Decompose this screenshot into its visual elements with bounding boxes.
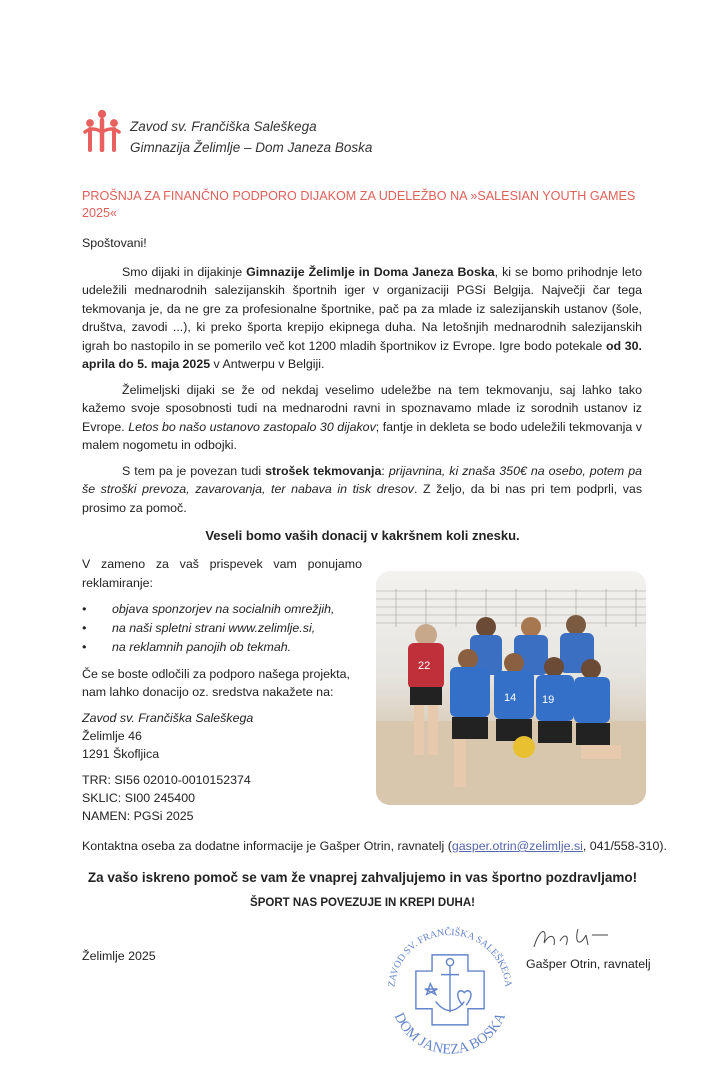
address-name: Zavod sv. Frančiška Saleškega xyxy=(82,711,254,725)
letter-footer xyxy=(82,919,725,1059)
list-item: • na reklamnih panojih ob tekmah. xyxy=(82,638,362,657)
greeting: Spoštovani! xyxy=(82,236,147,250)
salesian-people-logo-icon xyxy=(82,110,122,152)
motto: ŠPORT NAS POVEZUJE IN KREPI DUHA! xyxy=(250,896,475,909)
bank-trr: TRR: SI56 02010-0010152374 xyxy=(82,773,251,787)
support-line: Če se boste odločili za podporo našega projekta, xyxy=(82,667,350,681)
paragraph-participation: Želimeljski dijaki se že od nekdaj veselimo udeležbe na tem tekmovanju, saj lahko tako kažemo svoje sposobnosti tudi na mednarodni ravni in spoznavamo mlade iz sorodnih ustanov iz Evrope. Letos bo našo ustanovo zastopalo 30 dijakov; fantje in dekleta se bodo udeležili tekmovanja v malem nogometu in odbojki. xyxy=(82,382,642,452)
list-item: • objava sponzorjev na socialnih omrežjih, xyxy=(82,600,362,619)
letter-title: PROŠNJA ZA FINANČNO PODPORO DIJAKOM ZA UDELEŽBO NA »SALESIAN YOUTH GAMES 2025« xyxy=(82,189,636,220)
institution-name: Zavod sv. Frančiška Saleškega xyxy=(130,119,317,134)
donations-line: Veseli bomo vaših donacij v kakršnem koli znesku. xyxy=(205,528,520,543)
svg-text:ZAVOD SV. FRANČIŠKA SALEŠKEGA: ZAVOD SV. FRANČIŠKA SALEŠKEGA xyxy=(386,926,514,988)
svg-text:DOM JANEZA BOSKA: DOM JANEZA BOSKA xyxy=(390,1009,510,1058)
contact-email-link[interactable]: gasper.otrin@zelimlje.si xyxy=(451,839,583,853)
contact-line: Kontaktna oseba za dodatne informacije je Gašper Otrin, ravnatelj (gasper.otrin@zelimlje.si, 041/558-310). xyxy=(82,839,667,853)
paragraph-intro: Smo dijaki in dijakinje Gimnazije Želimlje in Doma Janeza Boska, ki se bomo prihodnje leto udeležili mednarodnih salezijanskih športnih iger v organizaciji PGSi Belgija. Največji čar tega tekmovanja je, da ne gre za profesionalne športnike, pač pa za mlade iz salezijanskih ustanov (šole, društva, zavodi ...), ki preko športa krepijo ekipnega duha. Na letošnjih mednarodnih salezijanskih igrah bo nastopilo in se pomerilo več kot 1200 mladih športnikov iz Evrope. Igre bodo potekale od 30. aprila do 5. maja 2025 v Antwerpu v Belgiji. xyxy=(82,264,642,371)
paragraph-costs: S tem pa je povezan tudi strošek tekmovanja: prijavnina, ki znaša 350€ na osebo, potem pa še stroški prevoza, zavarovanja, ter nabava in tisk dresov. Z željo, da bi nas pri tem podprli, vas prosimo za pomoč. xyxy=(82,463,643,515)
address-block xyxy=(82,709,362,763)
school-stamp xyxy=(380,919,520,1059)
bank-sklic: SKLIC: SI00 245400 xyxy=(82,791,195,805)
signature-block xyxy=(520,919,651,971)
support-line: nam lahko donacijo oz. sredstva nakažete na: xyxy=(82,685,334,699)
list-item: • na naši spletni strani www.zelimlje.si, xyxy=(82,619,362,638)
address-street: Želimlje 46 xyxy=(82,729,142,743)
school-name: Gimnazija Želimlje – Dom Janeza Boska xyxy=(130,140,373,155)
signature-name: Gašper Otrin, ravnatelj xyxy=(526,956,651,971)
sponsorship-section xyxy=(82,555,642,825)
team-photo xyxy=(376,571,646,805)
offer-intro: V zameno za vaš prispevek vam ponujamo reklamiranje: xyxy=(82,557,362,590)
jersey-number: 22 xyxy=(418,660,431,672)
letterhead xyxy=(82,110,642,158)
address-city: 1291 Škofljica xyxy=(82,747,160,761)
support-text xyxy=(82,665,362,701)
jersey-number: 19 xyxy=(542,694,555,706)
thanks-line: Za vašo iskreno pomoč se vam že vnaprej zahvaljujemo in vas športno pozdravljamo! xyxy=(87,869,638,885)
bank-namen: NAMEN: PGSi 2025 xyxy=(82,809,194,823)
bank-details xyxy=(82,771,362,825)
jersey-number: 14 xyxy=(504,692,517,704)
handwritten-signature xyxy=(530,923,610,953)
offer-list xyxy=(82,600,362,657)
stamp-area xyxy=(380,919,520,1059)
place-date: Želimlje 2025 xyxy=(82,948,156,963)
